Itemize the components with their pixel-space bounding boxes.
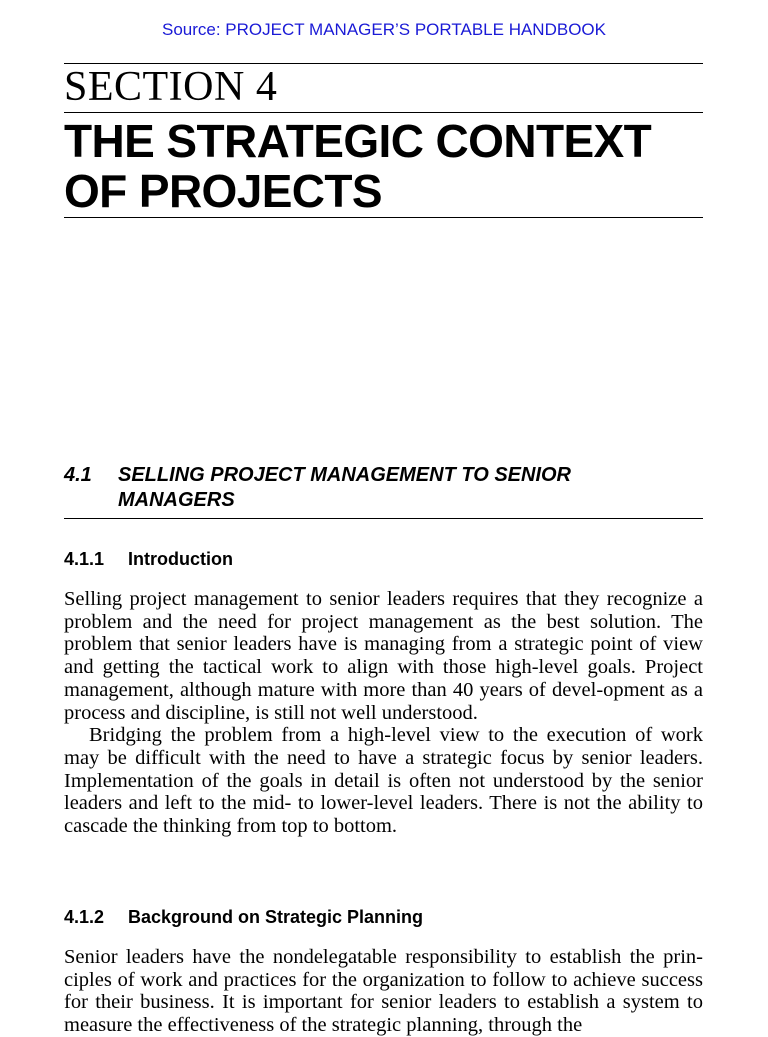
section-title: THE STRATEGIC CONTEXT OF PROJECTS	[64, 115, 652, 217]
intro-paragraph-2: Bridging the problem from a high-level view to the execution of work may be difficult with the need to have a strategic focus by senior leaders. Implementation of the goals in detail is often not understood by the senior leaders and left to the mid- to lower-level leaders. There is not the ability to cascade the thinking from top to bottom.	[64, 724, 703, 838]
intro-heading	[64, 548, 233, 570]
background-paragraph-1: Senior leaders have the nondelegatable responsibility to establish the prin-ciples of work and practices for the organization to follow to achieve success for their business. It is important for senior leaders to establish a system to measure the effectiveness of the strategic planning, through the	[64, 946, 703, 1037]
subsection-rule	[64, 518, 703, 519]
intro-title: Introduction	[128, 549, 233, 569]
background-body	[64, 946, 703, 1037]
subsection-number: 4.1	[64, 464, 92, 486]
section-rule	[64, 112, 703, 113]
title-rule	[64, 217, 703, 218]
section-label: SECTION 4	[64, 64, 278, 110]
background-heading	[64, 906, 423, 928]
intro-paragraph-1: Selling project management to senior leaders requires that they recognize a problem and the need for project management as the best solution. The problem that senior leaders have is managing from a strategic point of view and getting the tactical work to align with those high-level goals. Project management, although mature with more than 40 years of devel-opment as a process and discipline, is still not well understood.	[64, 588, 703, 724]
background-title: Background on Strategic Planning	[128, 907, 424, 927]
source-link[interactable]: Source: PROJECT MANAGER’S PORTABLE HANDBOOK	[161, 20, 606, 39]
intro-body	[64, 588, 703, 838]
intro-number: 4.1.1	[64, 549, 105, 569]
background-number: 4.1.2	[64, 907, 105, 927]
subsection-title: SELLING PROJECT MANAGEMENT TO SENIOR MANAGERS	[118, 464, 571, 511]
